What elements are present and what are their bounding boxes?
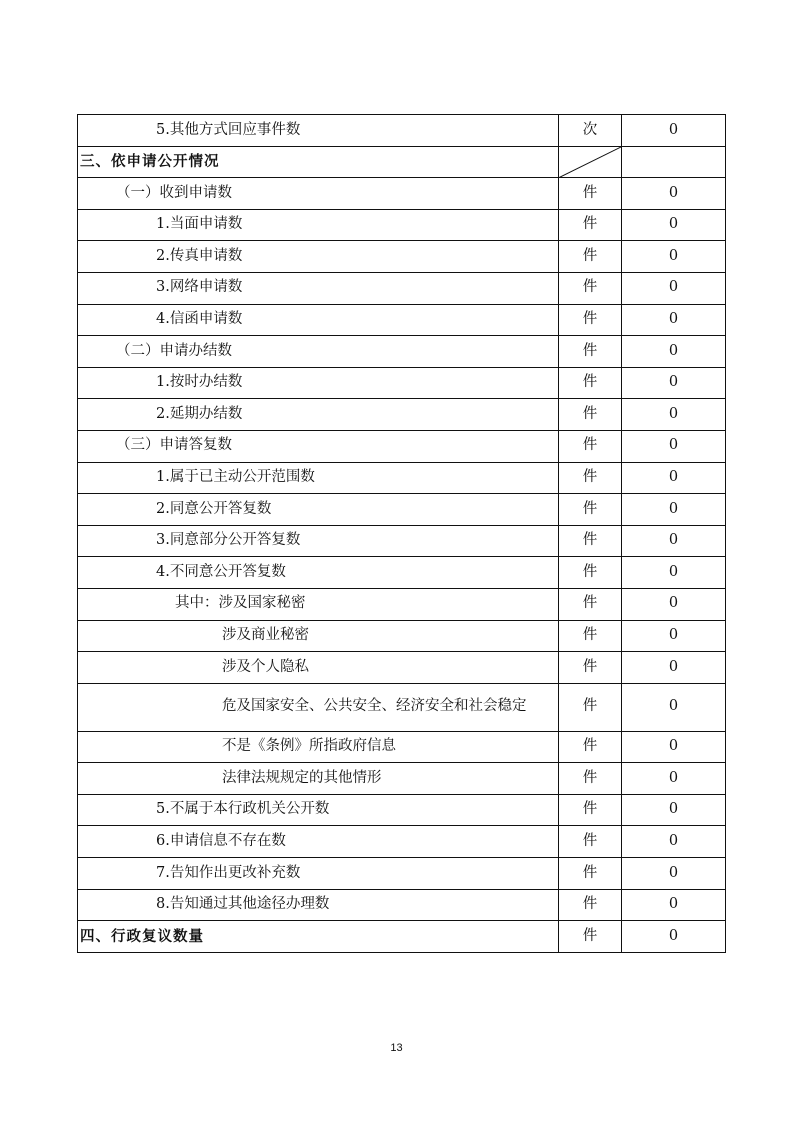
table-row <box>78 209 726 241</box>
row-label: 2.传真申请数 <box>156 247 243 264</box>
row-label-cell <box>78 683 559 731</box>
row-label: 1.当面申请数 <box>156 216 243 233</box>
row-label-cell <box>78 241 559 273</box>
row-unit: 件 <box>559 731 622 763</box>
row-unit: 件 <box>559 241 622 273</box>
row-label: 8.告知通过其他途径办理数 <box>156 896 330 913</box>
table-row <box>78 115 726 147</box>
row-label-cell <box>78 921 559 953</box>
table-row <box>78 178 726 210</box>
table-row <box>78 399 726 431</box>
row-label: 2.延期办结数 <box>156 405 243 422</box>
table-row <box>78 889 726 921</box>
table-row <box>78 272 726 304</box>
table-row <box>78 683 726 731</box>
row-value: 0 <box>622 336 726 368</box>
row-unit: 件 <box>559 462 622 494</box>
row-label-cell <box>78 731 559 763</box>
row-label: （一）收到申请数 <box>116 184 232 201</box>
table-row <box>78 336 726 368</box>
table-row <box>78 652 726 684</box>
row-value: 0 <box>622 304 726 336</box>
row-value: 0 <box>622 525 726 557</box>
table-row <box>78 794 726 826</box>
table-row <box>78 367 726 399</box>
row-label: （二）申请办结数 <box>116 342 232 359</box>
row-label-cell <box>78 826 559 858</box>
row-value: 0 <box>622 494 726 526</box>
table-row <box>78 430 726 462</box>
row-value: 0 <box>622 858 726 890</box>
row-value: 0 <box>622 794 726 826</box>
row-label: 5.其他方式回应事件数 <box>156 121 301 138</box>
row-unit: 件 <box>559 494 622 526</box>
table-row <box>78 921 726 953</box>
row-value: 0 <box>622 620 726 652</box>
page-number: 13 <box>390 1042 403 1054</box>
row-unit: 件 <box>559 620 622 652</box>
row-label: 法律法规规定的其他情形 <box>222 769 382 786</box>
row-label-cell <box>78 430 559 462</box>
row-unit: 件 <box>559 272 622 304</box>
row-label-cell <box>78 115 559 147</box>
row-label: 涉及商业秘密 <box>222 627 309 644</box>
row-label: 3.同意部分公开答复数 <box>156 532 301 549</box>
row-value: 0 <box>622 115 726 147</box>
row-value <box>622 146 726 178</box>
row-label-cell <box>78 557 559 589</box>
row-label: 7.告知作出更改补充数 <box>156 864 301 881</box>
row-label-cell <box>78 304 559 336</box>
row-unit: 件 <box>559 525 622 557</box>
diagonal-line <box>559 147 621 178</box>
row-label: 1.按时办结数 <box>156 374 243 391</box>
row-unit: 件 <box>559 763 622 795</box>
row-value: 0 <box>622 367 726 399</box>
row-label: （三）申请答复数 <box>116 437 232 454</box>
row-label: 三、依申请公开情况 <box>80 153 220 171</box>
row-label-cell <box>78 272 559 304</box>
table-row <box>78 304 726 336</box>
table-row <box>78 525 726 557</box>
row-unit: 件 <box>559 178 622 210</box>
row-unit: 件 <box>559 826 622 858</box>
row-label: 4.信函申请数 <box>156 311 243 328</box>
row-value: 0 <box>622 652 726 684</box>
row-unit: 件 <box>559 683 622 731</box>
table-row <box>78 858 726 890</box>
row-label: 其中：涉及国家秘密 <box>175 595 306 612</box>
row-unit: 件 <box>559 858 622 890</box>
row-label-cell <box>78 178 559 210</box>
row-label-cell <box>78 462 559 494</box>
statistics-table <box>77 114 726 953</box>
row-label-cell <box>78 494 559 526</box>
row-label-cell <box>78 794 559 826</box>
row-value: 0 <box>622 826 726 858</box>
row-value: 0 <box>622 683 726 731</box>
row-label: 四、行政复议数量 <box>80 927 204 945</box>
row-label-cell <box>78 336 559 368</box>
row-label-cell <box>78 209 559 241</box>
row-label-cell <box>78 146 559 178</box>
row-value: 0 <box>622 462 726 494</box>
row-value: 0 <box>622 178 726 210</box>
row-label-cell <box>78 889 559 921</box>
row-label-cell <box>78 588 559 620</box>
row-label-cell <box>78 525 559 557</box>
row-value: 0 <box>622 731 726 763</box>
row-label-cell <box>78 858 559 890</box>
row-unit: 件 <box>559 794 622 826</box>
row-value: 0 <box>622 763 726 795</box>
row-unit: 件 <box>559 588 622 620</box>
row-label: 不是《条例》所指政府信息 <box>222 738 396 755</box>
table-row <box>78 620 726 652</box>
row-unit: 件 <box>559 209 622 241</box>
table-row <box>78 462 726 494</box>
row-unit: 件 <box>559 557 622 589</box>
row-unit: 件 <box>559 430 622 462</box>
diagonal-cell <box>559 146 622 178</box>
statistics-table-body <box>78 115 726 953</box>
table-row <box>78 763 726 795</box>
row-unit: 件 <box>559 652 622 684</box>
row-label-cell <box>78 763 559 795</box>
row-label: 6.申请信息不存在数 <box>156 832 286 849</box>
table-row <box>78 494 726 526</box>
row-label: 危及国家安全、公共安全、经济安全和社会稳定 <box>222 698 527 715</box>
table-row <box>78 146 726 178</box>
row-value: 0 <box>622 430 726 462</box>
table-row <box>78 557 726 589</box>
row-unit: 件 <box>559 304 622 336</box>
row-unit: 件 <box>559 889 622 921</box>
row-value: 0 <box>622 588 726 620</box>
row-unit: 件 <box>559 399 622 431</box>
row-label-cell <box>78 367 559 399</box>
row-label: 2.同意公开答复数 <box>156 500 272 517</box>
row-label: 涉及个人隐私 <box>222 658 309 675</box>
row-value: 0 <box>622 272 726 304</box>
row-label: 3.网络申请数 <box>156 279 243 296</box>
table-row <box>78 826 726 858</box>
table-row <box>78 731 726 763</box>
row-value: 0 <box>622 921 726 953</box>
row-value: 0 <box>622 889 726 921</box>
row-label-cell <box>78 399 559 431</box>
row-label: 4.不同意公开答复数 <box>156 563 286 580</box>
row-unit: 次 <box>559 115 622 147</box>
row-unit: 件 <box>559 921 622 953</box>
table-row <box>78 241 726 273</box>
row-label: 1.属于已主动公开范围数 <box>156 469 315 486</box>
row-value: 0 <box>622 557 726 589</box>
row-unit: 件 <box>559 367 622 399</box>
row-value: 0 <box>622 399 726 431</box>
row-value: 0 <box>622 241 726 273</box>
row-value: 0 <box>622 209 726 241</box>
table-row <box>78 588 726 620</box>
row-label-cell <box>78 652 559 684</box>
row-label: 5.不属于本行政机关公开数 <box>156 801 330 818</box>
row-label-cell <box>78 620 559 652</box>
row-unit: 件 <box>559 336 622 368</box>
